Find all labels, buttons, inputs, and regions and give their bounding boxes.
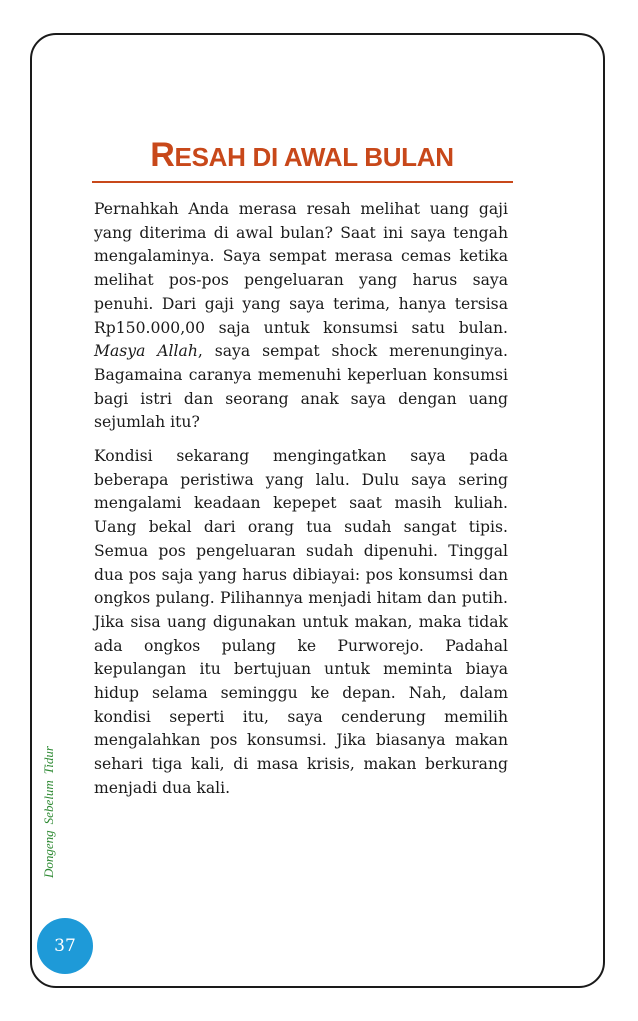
page-title — [92, 137, 512, 175]
article-body — [94, 198, 508, 811]
paragraph-1-part-2: , saya sempat shock merenunginya. Bagamaina caranya memenuhi keperluan konsumsi bagi istri dan seorang anak saya dengan uang sejumlah itu? — [94, 342, 508, 432]
title-rest: ESAH DI AWAL BULAN — [174, 142, 454, 172]
title-initial: R — [150, 136, 175, 174]
side-book-title — [37, 678, 61, 878]
side-word-1: Dongeng — [41, 830, 56, 878]
side-word-3: Tidur — [41, 746, 56, 775]
paragraph-1 — [94, 198, 508, 435]
side-word-2: Sebelum — [41, 780, 56, 825]
page-number-badge: 37 — [37, 918, 93, 974]
paragraph-2: Kondisi sekarang mengingatkan saya pada beberapa peristiwa yang lalu. Dulu saya sering mengalami keadaan kepepet saat masih kuliah. Uang bekal dari orang tua sudah sangat tipis. Semua pos pengeluaran sudah dipenuhi. Tinggal dua pos saja yang harus dibiayai: pos konsumsi dan ongkos pulang. Pilihannya menjadi hitam dan putih. Jika sisa uang digunakan untuk makan, maka tidak ada ongkos pulang ke Purworejo. Padahal kepulangan itu bertujuan untuk meminta biaya hidup selama seminggu ke depan. Nah, dalam kondisi seperti itu, saya cenderung memilih mengalahkan pos konsumsi. Jika biasanya makan sehari tiga kali, di masa krisis, makan berkurang menjadi dua kali. — [94, 447, 508, 797]
title-underline — [92, 181, 513, 183]
paragraph-1-part-1: Pernahkah Anda merasa resah melihat uang gaji yang diterima di awal bulan? Saat ini saya tengah mengalaminya. Saya sempat merasa cemas ketika melihat pos-pos pengeluaran yang harus saya penuhi. Dari gaji yang saya terima, hanya tersisa Rp150.000,00 saja untuk konsumsi satu bulan. — [94, 200, 508, 337]
paragraph-1-emphasis: Masya Allah — [94, 342, 198, 361]
